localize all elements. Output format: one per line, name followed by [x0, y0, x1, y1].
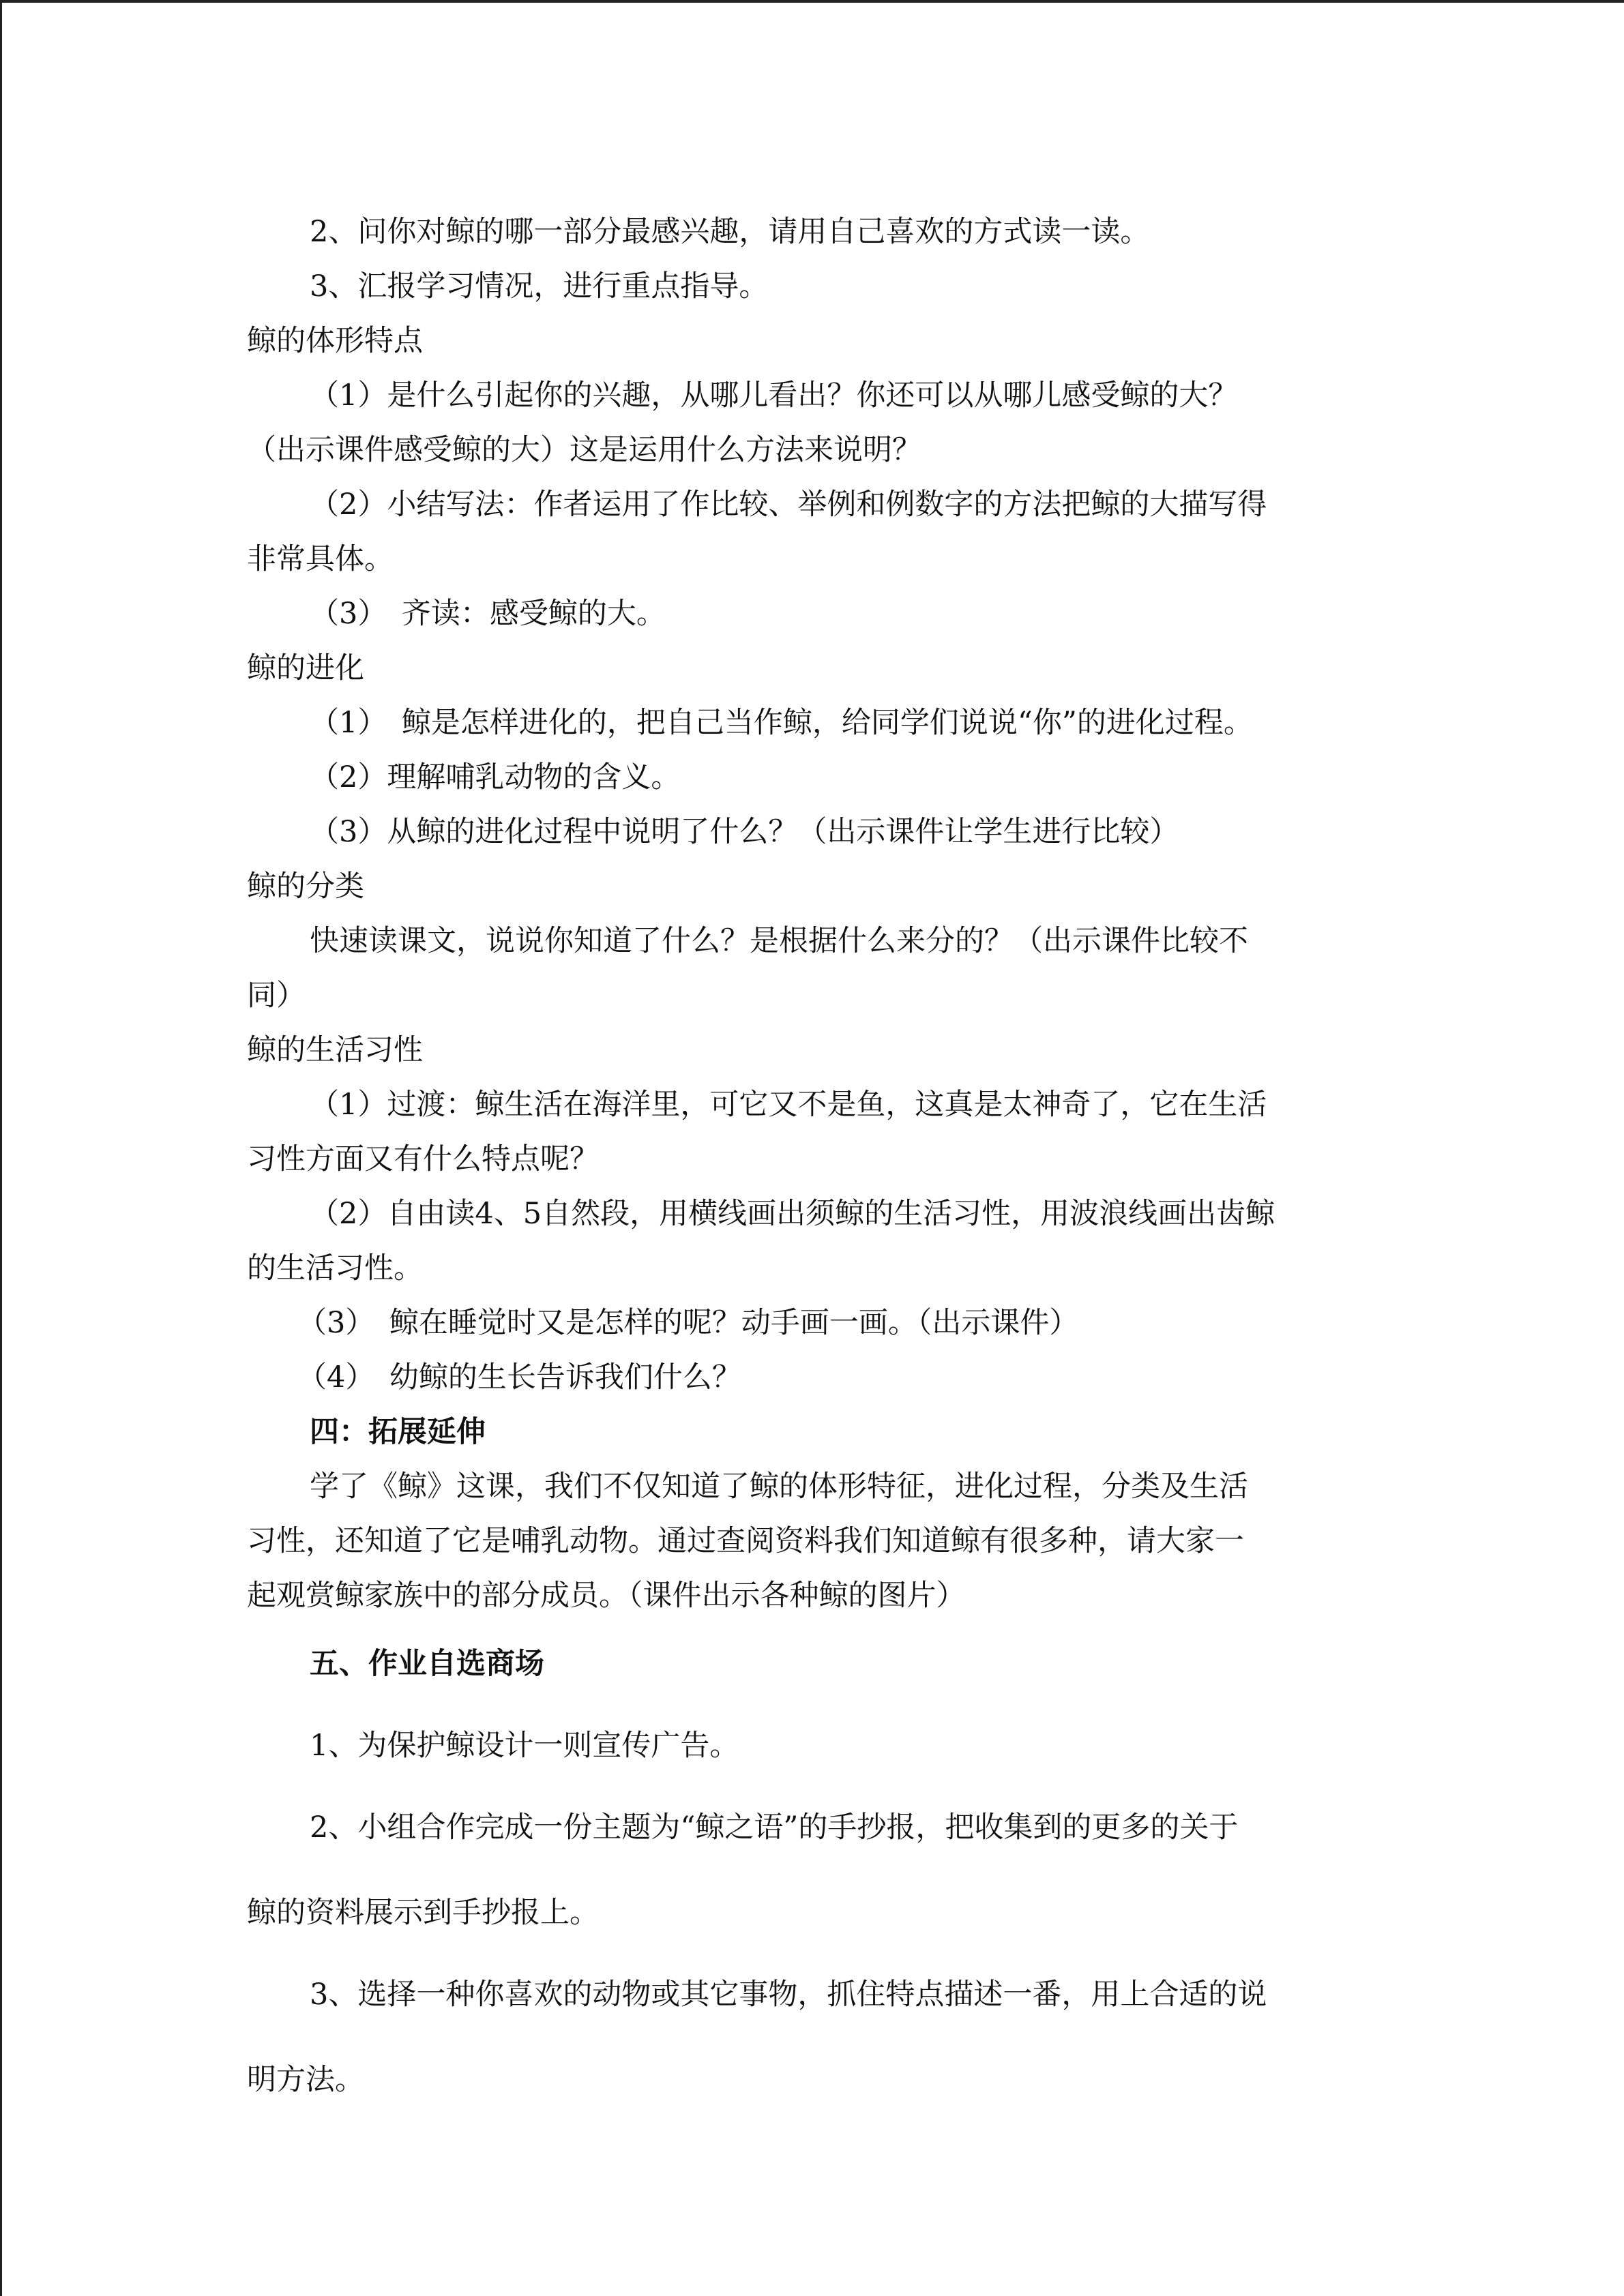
- habits-item-3: （3） 鲸在睡觉时又是怎样的呢？动手画一画。（出示课件）: [297, 1306, 1079, 1340]
- classification-line-2: 同）: [247, 979, 306, 1013]
- document-page: [247, 0, 1379, 2296]
- body-shape-item-1-line-2: （出示课件感受鲸的大）这是运用什么方法来说明？: [247, 433, 921, 467]
- extension-line-3: 起观赏鲸家族中的部分成员。（课件出示各种鲸的图片）: [247, 1579, 966, 1613]
- evolution-item-2: （2）理解哺乳动物的含义。: [310, 760, 681, 794]
- body-shape-item-3: （3） 齐读：感受鲸的大。: [310, 597, 666, 631]
- section-heading-evolution: 鲸的进化: [247, 651, 364, 685]
- body-shape-item-2-line-1: （2）小结写法：作者运用了作比较、举例和例数字的方法把鲸的大描写得: [310, 488, 1267, 522]
- habits-item-2-line-2: 的生活习性。: [247, 1251, 423, 1285]
- habits-item-1-line-1: （1）过渡：鲸生活在海洋里，可它又不是鱼，这真是太神奇了，它在生活: [310, 1088, 1267, 1122]
- step-3-line: 3、汇报学习情况，进行重点指导。: [310, 269, 769, 303]
- habits-item-1-line-2: 习性方面又有什么特点呢？: [247, 1142, 599, 1176]
- homework-item-1: 1、为保护鲸设计一则宣传广告。: [310, 1729, 739, 1763]
- body-shape-item-1-line-1: （1）是什么引起你的兴趣，从哪儿看出？你还可以从哪儿感受鲸的大？: [310, 378, 1238, 413]
- section-heading-classification: 鲸的分类: [247, 869, 364, 904]
- homework-item-2-line-2: 鲸的资料展示到手抄报上。: [247, 1896, 599, 1930]
- homework-item-3-line-2: 明方法。: [247, 2063, 364, 2097]
- homework-item-3-line-1: 3、选择一种你喜欢的动物或其它事物，抓住特点描述一番，用上合适的说: [310, 1978, 1267, 2012]
- habits-item-2-line-1: （2）自由读4、5自然段，用横线画出须鲸的生活习性，用波浪线画出齿鲸: [310, 1197, 1275, 1231]
- evolution-item-3: （3）从鲸的进化过程中说明了什么？（出示课件让学生进行比较）: [310, 815, 1179, 849]
- homework-item-2-line-1: 2、小组合作完成一份主题为“鲸之语”的手抄报，把收集到的更多的关于: [310, 1810, 1239, 1845]
- step-2-line: 2、问你对鲸的哪一部分最感兴趣，请用自己喜欢的方式读一读。: [310, 215, 1150, 249]
- body-shape-item-2-line-2: 非常具体。: [247, 542, 394, 576]
- section-heading-extension: 四：拓展延伸: [310, 1415, 486, 1449]
- extension-line-2: 习性，还知道了它是哺乳动物。通过查阅资料我们知道鲸有很多种，请大家一: [247, 1524, 1244, 1558]
- section-heading-habits: 鲸的生活习性: [247, 1033, 423, 1067]
- page-left-border: [0, 0, 2, 2296]
- extension-line-1: 学了《鲸》这课，我们不仅知道了鲸的体形特征，进化过程，分类及生活: [310, 1470, 1248, 1504]
- classification-line-1: 快速读课文，说说你知道了什么？是根据什么来分的？（出示课件比较不: [310, 924, 1248, 958]
- section-heading-homework: 五、作业自选商场: [310, 1647, 544, 1681]
- evolution-item-1: （1） 鲸是怎样进化的，把自己当作鲸，给同学们说说“你”的进化过程。: [310, 706, 1253, 740]
- habits-item-4: （4） 幼鲸的生长告诉我们什么？: [297, 1360, 741, 1395]
- section-heading-body-shape: 鲸的体形特点: [247, 324, 423, 358]
